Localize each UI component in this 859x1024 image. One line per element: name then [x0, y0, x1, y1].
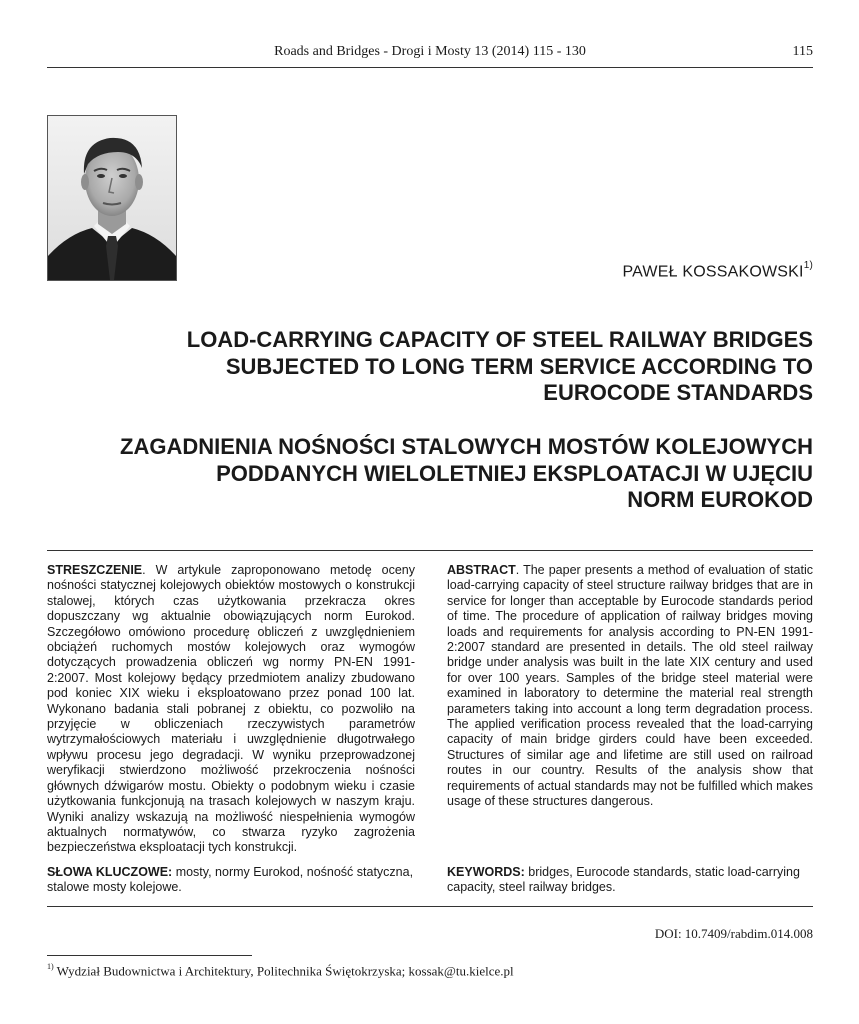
- author-name-text: PAWEŁ KOSSAKOWSKI: [622, 263, 804, 281]
- doi: DOI: 10.7409/rabdim.014.008: [654, 926, 813, 941]
- abstract-english-text: . The paper presents a method of evaluation of static load-carrying capacity of steel structure railway bridges that are in service for longer than acceptable by Eurocode standards period of time. The procedure of application of railway bridges moving loads and requirements for analysis according to PN-EN 1991-2:2007 standard are presented in details. The old steel railway bridge under analysis was built in the late XIX century and used for over 100 years. Samples of the bridge steel material were examined in laboratory to determine the material real strength parameters taking into account a long term degradation process. The applied verification process revealed that the load-carrying capacity of main bridge girders could have been exceeded. Structures of similar age and lifetime are still used on railroad routes in our country. Results of the analysis show that requirements of actual standards may not be fulfilled which makes usage of these structures dangerous.: [447, 563, 813, 809]
- title-polish-line: PODDANYCH WIELOLETNIEJ EKSPLOATACJI W UJĘCIU: [216, 460, 813, 486]
- title-polish-line: ZAGADNIENIA NOŚNOŚCI STALOWYCH MOSTÓW KOLEJOWYCH: [120, 434, 813, 459]
- footnote: [47, 963, 514, 979]
- title-polish-line: NORM EUROKOD: [627, 487, 813, 512]
- journal-citation: Roads and Bridges - Drogi i Mosty 13 (2014) 115 - 130: [274, 44, 586, 59]
- page-number: 115: [792, 44, 813, 59]
- keywords-polish: [47, 865, 415, 896]
- abstract-english: [447, 563, 813, 810]
- abstract-polish-text: . W artykule zaproponowano metodę oceny nośności statycznej kolejowych obiektów mostowych o konstrukcji stalowej, których czas użytkowania przekracza okres dopuszczany wg aktualnie obowiązujących norm Eurokod. Szczegółowo omówiono procedurę obliczeń z uwzględnieniem obciążeń ruchomych mostów kolejowych oraz wymogów dotyczących prowadzenia obliczeń wg normy PN-EN 1991-2:2007. Most kolejowy będący przedmiotem analizy zbudowano pod koniec XIX wieku i eksploatowano przez ponad 100 lat. Wykonano badania stali pobranej z obiektu, co pozwoliło na przyjęcie w obliczeniach rzeczywistych parametrów wytrzymałościowych materiału i uwzględnienie długotrwałego wpływu procesu jego degradacji. W wyniku przeprowadzonej weryfikacji stwierdzono możliwość przekroczenia nośności głównych dźwigarów mostu. Obiekty o podobnym wieku i czasie użytkowania funkcjonują na trasach kolejowych w naszym kraju. Wyniki analizy wskazują na możliwość niespełnienia wymogów aktualnych normatywów, co stwarza ryzyko zagrożenia bezpieczeństwa eksploatacji tych konstrukcji.: [47, 563, 415, 855]
- footnote-mark: 1): [47, 962, 54, 971]
- keywords-polish-text: mosty, normy Eurokod, nośność statyczna, stalowe mosty kolejowe.: [47, 865, 414, 895]
- title-english-line: EUROCODE STANDARDS: [543, 380, 813, 405]
- title-english-line: SUBJECTED TO LONG TERM SERVICE ACCORDING TO: [225, 353, 813, 379]
- abstract-polish: [47, 563, 415, 856]
- author-name: [622, 262, 813, 281]
- keywords-english-text: bridges, Eurocode standards, static load-carrying capacity, steel railway bridges.: [447, 865, 800, 895]
- abstract-polish-label: STRESZCZENIE: [47, 563, 143, 577]
- keywords-english-label: KEYWORDS:: [447, 865, 525, 879]
- header-rule: [47, 67, 813, 68]
- author-footnote-mark: 1): [803, 260, 813, 271]
- footnote-text: Wydział Budownictwa i Architektury, Politechnika Świętokrzyska; kossak@tu.kielce.pl: [53, 963, 514, 979]
- abstract-top-rule: [47, 550, 813, 551]
- abstract-bottom-rule: [47, 906, 813, 907]
- keywords-polish-label: SŁOWA KLUCZOWE:: [47, 865, 173, 879]
- keywords-english: [447, 865, 813, 896]
- footnote-rule: [47, 955, 252, 956]
- author-photo: [47, 115, 177, 281]
- running-header: [47, 44, 813, 64]
- title-english-line: LOAD-CARRYING CAPACITY OF STEEL RAILWAY BRIDGES: [186, 327, 813, 352]
- abstract-english-label: ABSTRACT: [447, 563, 516, 577]
- title-polish: [120, 434, 813, 514]
- title-english: [187, 327, 813, 407]
- portrait-image: [48, 116, 176, 280]
